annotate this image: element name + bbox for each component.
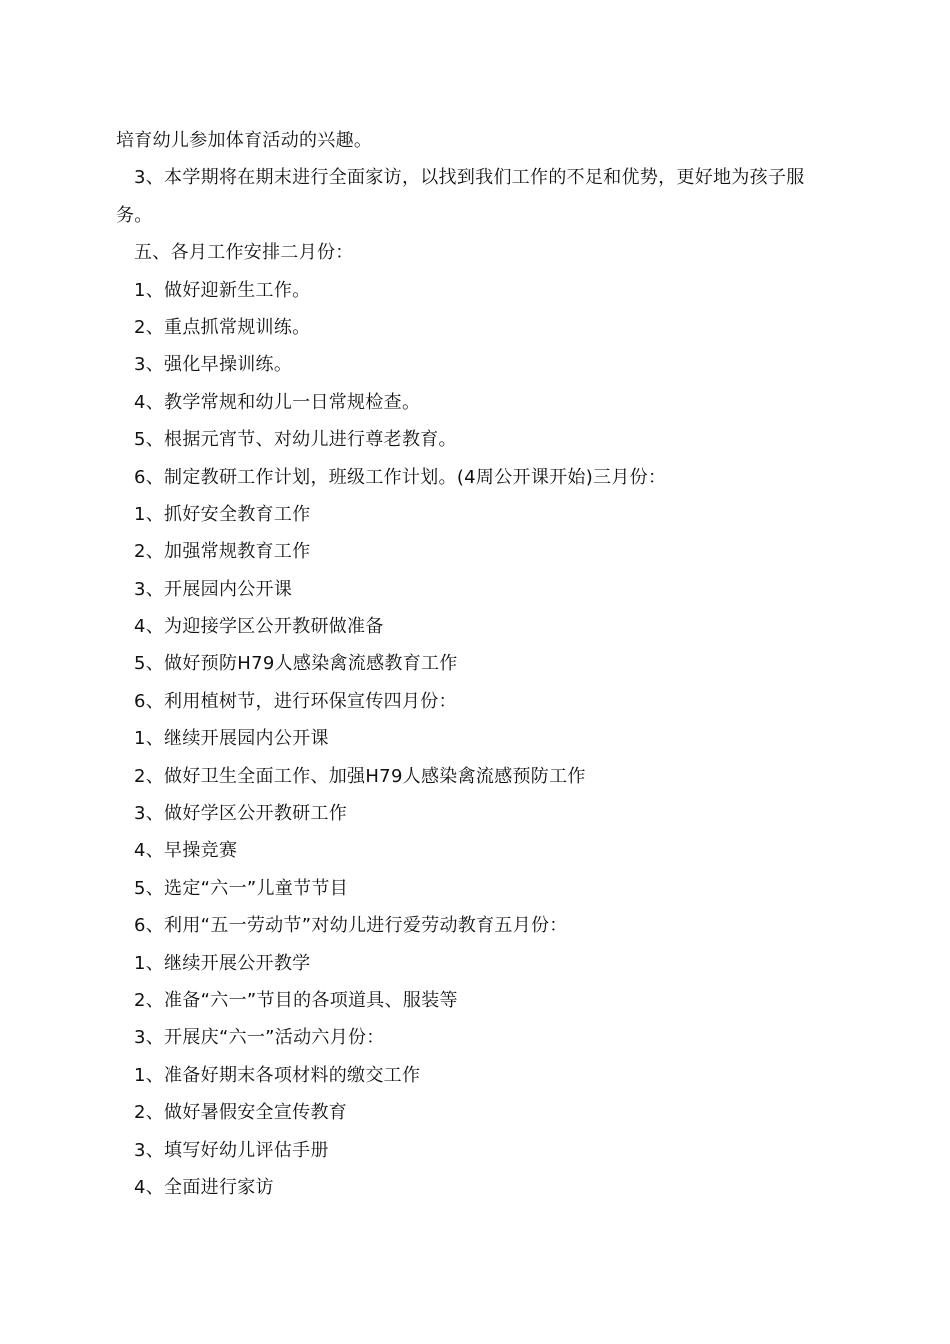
document-body	[116, 122, 836, 1206]
text-line: 3、本学期将在期末进行全面家访，以找到我们工作的不足和优势，更好地为孩子服	[134, 167, 805, 189]
text-line: 3、开展庆“六一”活动六月份：	[134, 1027, 385, 1049]
text-line: 4、教学常规和幼儿一日常规检查。	[134, 391, 421, 413]
text-line: 培育幼儿参加体育活动的兴趣。	[116, 130, 373, 151]
text-line: 4、为迎接学区公开教研做准备	[134, 616, 384, 638]
text-line: 3、填写好幼儿评估手册	[134, 1139, 329, 1161]
text-line: 五、各月工作安排二月份：	[134, 242, 354, 264]
text-line: 5、做好预防H79人感染禽流感教育工作	[134, 653, 458, 675]
text-line: 6、利用植树节，进行环保宣传四月份：	[134, 690, 457, 712]
text-line: 2、重点抓常规训练。	[134, 316, 311, 338]
text-line: 2、做好暑假安全宣传教育	[134, 1102, 348, 1124]
text-line: 1、做好迎新生工作。	[134, 279, 311, 301]
text-line: 3、强化早操训练。	[134, 354, 293, 376]
text-line: 务。	[116, 204, 153, 226]
text-line: 2、加强常规教育工作	[134, 541, 311, 563]
text-line: 5、根据元宵节、对幼儿进行尊老教育。	[134, 429, 457, 451]
text-line: 4、全面进行家访	[134, 1176, 274, 1198]
text-line: 4、早操竞赛	[134, 840, 238, 862]
text-line: 2、做好卫生全面工作、加强H79人感染禽流感预防工作	[134, 765, 586, 787]
text-line: 5、选定“六一”儿童节节目	[134, 877, 349, 899]
text-line: 1、继续开展园内公开课	[134, 728, 329, 750]
text-line: 3、做好学区公开教研工作	[134, 803, 348, 825]
text-line: 2、准备“六一”节目的各项道具、服装等	[134, 989, 458, 1011]
text-line: 1、准备好期末各项材料的缴交工作	[134, 1064, 421, 1086]
text-line: 1、抓好安全教育工作	[134, 503, 311, 525]
text-line: 6、制定教研工作计划，班级工作计划。(4周公开课开始)三月份：	[134, 466, 667, 488]
text-line: 1、继续开展公开教学	[134, 952, 311, 974]
text-line: 3、开展园内公开课	[134, 578, 293, 600]
text-line: 6、利用“五一劳动节”对幼儿进行爱劳动教育五月份：	[134, 915, 568, 937]
